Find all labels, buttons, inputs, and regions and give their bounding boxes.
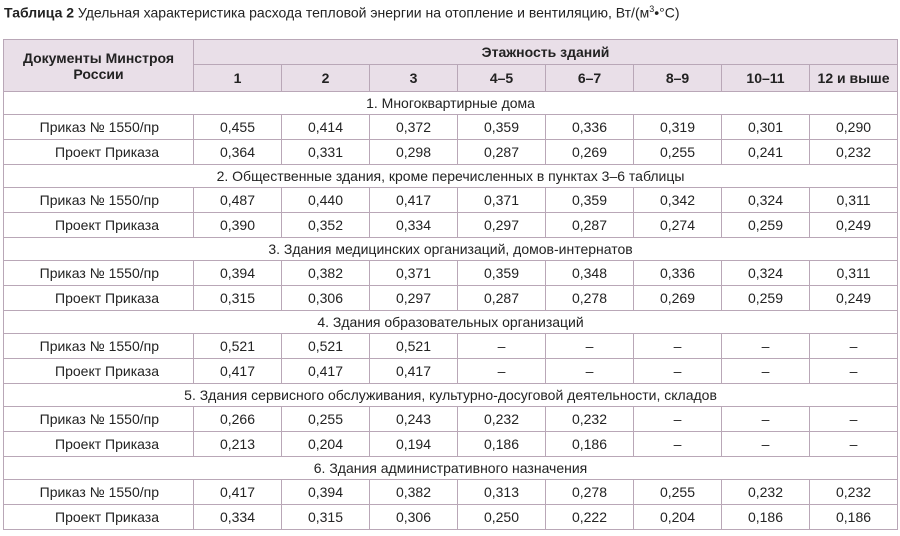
value-cell: 0,313 — [458, 480, 546, 505]
value-cell: 0,249 — [810, 213, 898, 238]
value-cell: 0,394 — [194, 261, 282, 286]
section-row — [4, 92, 898, 115]
value-cell: 0,334 — [370, 213, 458, 238]
value-cell: 0,455 — [194, 115, 282, 140]
value-cell: 0,266 — [194, 407, 282, 432]
section-row — [4, 238, 898, 261]
row-document-label: Приказ № 1550/пр — [4, 334, 194, 359]
value-cell: – — [722, 407, 810, 432]
section-row — [4, 384, 898, 407]
value-cell: 0,336 — [634, 261, 722, 286]
header-floor-column: 6–7 — [546, 65, 634, 92]
value-cell: 0,269 — [634, 286, 722, 311]
value-cell: 0,255 — [634, 140, 722, 165]
value-cell: 0,274 — [634, 213, 722, 238]
value-cell: 0,269 — [546, 140, 634, 165]
value-cell: 0,364 — [194, 140, 282, 165]
value-cell: 0,382 — [282, 261, 370, 286]
value-cell: 0,306 — [282, 286, 370, 311]
value-cell: 0,213 — [194, 432, 282, 457]
table-row — [4, 480, 898, 505]
value-cell: 0,290 — [810, 115, 898, 140]
row-document-label: Приказ № 1550/пр — [4, 115, 194, 140]
value-cell: 0,222 — [546, 505, 634, 530]
caption-text-end: •°С) — [654, 4, 680, 21]
value-cell: 0,186 — [458, 432, 546, 457]
value-cell: 0,331 — [282, 140, 370, 165]
section-title: 5. Здания сервисного обслуживания, культурно-досуговой деятельности, складов — [4, 384, 898, 407]
header-floor-column: 3 — [370, 65, 458, 92]
value-cell: 0,324 — [722, 261, 810, 286]
value-cell: 0,521 — [370, 334, 458, 359]
value-cell: 0,232 — [722, 480, 810, 505]
table-row — [4, 213, 898, 238]
section-title: 1. Многоквартирные дома — [4, 92, 898, 115]
value-cell: 0,250 — [458, 505, 546, 530]
value-cell: 0,487 — [194, 188, 282, 213]
header-floor-column: 10–11 — [722, 65, 810, 92]
value-cell: 0,297 — [370, 286, 458, 311]
value-cell: 0,311 — [810, 188, 898, 213]
value-cell: 0,359 — [458, 261, 546, 286]
value-cell: – — [722, 432, 810, 457]
value-cell: – — [634, 359, 722, 384]
value-cell: – — [634, 432, 722, 457]
value-cell: 0,301 — [722, 115, 810, 140]
value-cell: 0,243 — [370, 407, 458, 432]
section-title: 2. Общественные здания, кроме перечисленных в пунктах 3–6 таблицы — [4, 165, 898, 188]
value-cell: 0,204 — [282, 432, 370, 457]
value-cell: 0,287 — [458, 286, 546, 311]
value-cell: 0,278 — [546, 286, 634, 311]
value-cell: 0,241 — [722, 140, 810, 165]
row-document-label: Проект Приказа — [4, 286, 194, 311]
section-row — [4, 457, 898, 480]
header-floors-group: Этажность зданий — [194, 40, 898, 65]
value-cell: – — [458, 334, 546, 359]
table-row — [4, 432, 898, 457]
value-cell: 0,259 — [722, 286, 810, 311]
value-cell: 0,382 — [370, 480, 458, 505]
value-cell: 0,287 — [546, 213, 634, 238]
row-document-label: Приказ № 1550/пр — [4, 188, 194, 213]
value-cell: – — [458, 359, 546, 384]
value-cell: 0,315 — [282, 505, 370, 530]
caption-superscript: 3 — [649, 4, 655, 14]
value-cell: – — [810, 334, 898, 359]
value-cell: 0,278 — [546, 480, 634, 505]
table-row — [4, 334, 898, 359]
section-title: 4. Здания образовательных организаций — [4, 311, 898, 334]
section-row — [4, 311, 898, 334]
section-title: 6. Здания административного назначения — [4, 457, 898, 480]
header-floor-column: 12 и выше — [810, 65, 898, 92]
value-cell: 0,232 — [810, 140, 898, 165]
header-floor-column: 8–9 — [634, 65, 722, 92]
value-cell: 0,186 — [722, 505, 810, 530]
heat-consumption-table — [3, 39, 898, 530]
value-cell: 0,371 — [370, 261, 458, 286]
table-row — [4, 188, 898, 213]
header-docs-column: Документы Минстроя России — [4, 40, 194, 92]
value-cell: – — [810, 359, 898, 384]
value-cell: 0,336 — [546, 115, 634, 140]
value-cell: 0,259 — [722, 213, 810, 238]
value-cell: 0,232 — [458, 407, 546, 432]
value-cell: 0,334 — [194, 505, 282, 530]
value-cell: 0,390 — [194, 213, 282, 238]
table-row — [4, 140, 898, 165]
row-document-label: Проект Приказа — [4, 505, 194, 530]
row-document-label: Приказ № 1550/пр — [4, 480, 194, 505]
value-cell: – — [546, 334, 634, 359]
value-cell: 0,186 — [546, 432, 634, 457]
value-cell: 0,414 — [282, 115, 370, 140]
value-cell: 0,297 — [458, 213, 546, 238]
value-cell: 0,359 — [458, 115, 546, 140]
value-cell: 0,204 — [634, 505, 722, 530]
value-cell: – — [810, 432, 898, 457]
table-caption — [4, 4, 680, 21]
table-row — [4, 359, 898, 384]
value-cell: 0,440 — [282, 188, 370, 213]
section-title: 3. Здания медицинских организаций, домов-интернатов — [4, 238, 898, 261]
value-cell: – — [810, 407, 898, 432]
value-cell: 0,417 — [194, 480, 282, 505]
value-cell: 0,232 — [546, 407, 634, 432]
value-cell: 0,255 — [634, 480, 722, 505]
caption-label: Таблица 2 — [4, 4, 75, 21]
value-cell: 0,315 — [194, 286, 282, 311]
value-cell: 0,359 — [546, 188, 634, 213]
header-floor-column: 1 — [194, 65, 282, 92]
section-row — [4, 165, 898, 188]
value-cell: 0,186 — [810, 505, 898, 530]
value-cell: 0,255 — [282, 407, 370, 432]
table-row — [4, 407, 898, 432]
value-cell: 0,324 — [722, 188, 810, 213]
value-cell: 0,372 — [370, 115, 458, 140]
value-cell: – — [634, 407, 722, 432]
value-cell: – — [546, 359, 634, 384]
caption-text: Удельная характеристика расхода тепловой энергии на отопление и вентиляцию, Вт/(м — [77, 4, 650, 21]
header-floor-column: 4–5 — [458, 65, 546, 92]
row-document-label: Проект Приказа — [4, 432, 194, 457]
value-cell: 0,298 — [370, 140, 458, 165]
table-row — [4, 505, 898, 530]
value-cell: 0,306 — [370, 505, 458, 530]
value-cell: 0,417 — [370, 359, 458, 384]
value-cell: 0,232 — [810, 480, 898, 505]
row-document-label: Приказ № 1550/пр — [4, 407, 194, 432]
value-cell: 0,521 — [282, 334, 370, 359]
header-floor-column: 2 — [282, 65, 370, 92]
value-cell: 0,521 — [194, 334, 282, 359]
value-cell: 0,417 — [370, 188, 458, 213]
row-document-label: Приказ № 1550/пр — [4, 261, 194, 286]
value-cell: 0,348 — [546, 261, 634, 286]
value-cell: – — [722, 334, 810, 359]
value-cell: 0,371 — [458, 188, 546, 213]
value-cell: 0,417 — [194, 359, 282, 384]
value-cell: – — [634, 334, 722, 359]
value-cell: 0,417 — [282, 359, 370, 384]
value-cell: 0,194 — [370, 432, 458, 457]
value-cell: 0,394 — [282, 480, 370, 505]
value-cell: 0,311 — [810, 261, 898, 286]
row-document-label: Проект Приказа — [4, 213, 194, 238]
value-cell: 0,249 — [810, 286, 898, 311]
table-body — [4, 92, 898, 530]
row-document-label: Проект Приказа — [4, 359, 194, 384]
table-row — [4, 261, 898, 286]
value-cell: 0,342 — [634, 188, 722, 213]
value-cell: 0,319 — [634, 115, 722, 140]
value-cell: – — [722, 359, 810, 384]
value-cell: 0,352 — [282, 213, 370, 238]
table-row — [4, 286, 898, 311]
value-cell: 0,287 — [458, 140, 546, 165]
row-document-label: Проект Приказа — [4, 140, 194, 165]
table-row — [4, 115, 898, 140]
